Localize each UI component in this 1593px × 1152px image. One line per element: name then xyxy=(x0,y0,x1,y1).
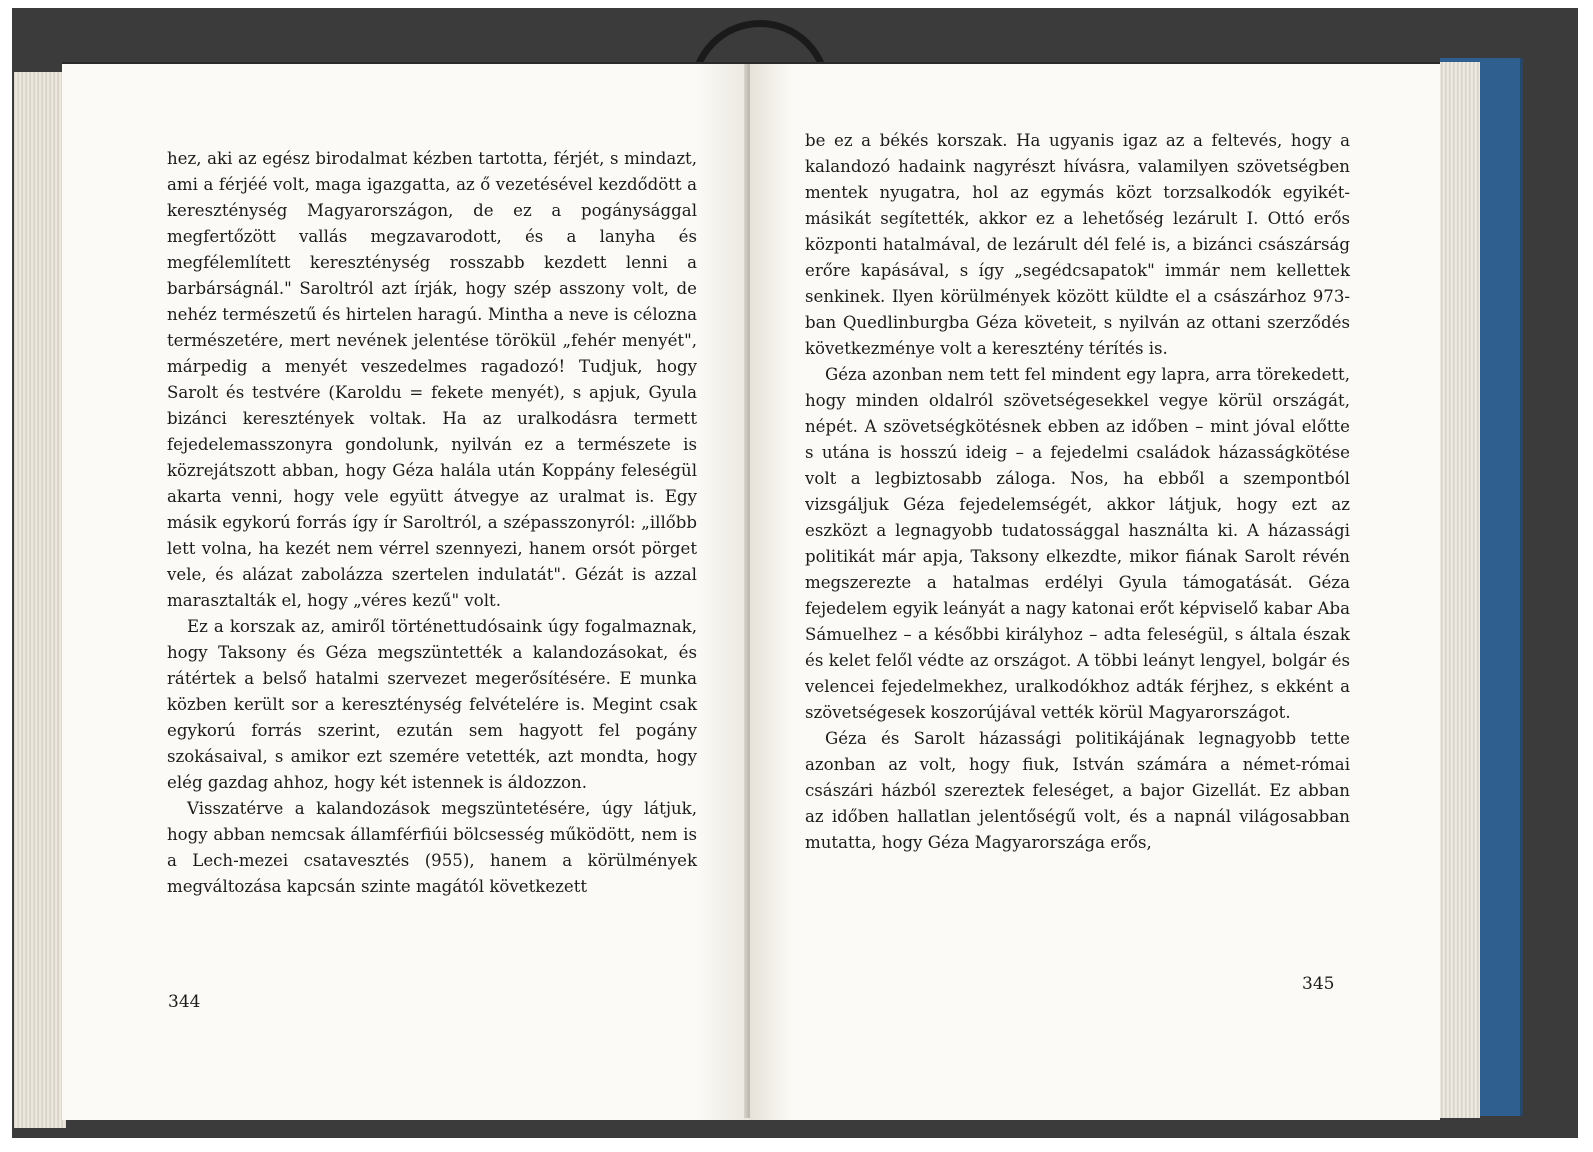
page-number: 344 xyxy=(168,992,201,1012)
right-page-text xyxy=(805,128,1350,856)
paragraph: Ez a korszak az, amiről történettudósaink úgy fogalmaznak, hogy Taksony és Géza megszüntették a kalandozásokat, és rátértek a belső hatalmi szervezet megerősítésére. E munka közben került sor a kereszténység felvételére is. Megint csak egykorú forrás szerint, ezután sem hagyott fel pogány szokásaival, s amikor ezt szemére vetették, azt mondta, hogy elég gazdag ahhoz, hogy két istennek is áldozzon. xyxy=(167,617,697,792)
paragraph: Visszatérve a kalandozások megszüntetésére, úgy látjuk, hogy abban nemcsak államférfiúi bölcsesség működött, nem is a Lech-mezei csatavesztés (955), hanem a körülmények megváltozása kapcsán szinte magától következett xyxy=(167,799,697,896)
left-page xyxy=(62,62,752,1120)
paragraph: Géza azonban nem tett fel mindent egy lapra, arra törekedett, hogy minden oldalról szövetségesekkel vegye körül országát, népét. A szövetségkötésnek ebben az időben – mint jóval előtte s utána is hosszú ideig – a fejedelmi családok házasságkötése volt a legbiztosabb záloga. Nos, ha ebből a szempontból vizsgáljuk Géza fejedelemségét, akkor látjuk, hogy ezt az eszközt a legnagyobb tudatossággal használta ki. A házassági politikát már apja, Taksony elkezdte, mikor fiának Sarolt révén megszerezte a hatalmas erdélyi Gyula támogatását. Géza fejedelem egyik leányát a nagy katonai erőt képviselő kabar Aba Sámuelhez – a későbbi királyhoz – adta feleségül, s általa észak és kelet felől védte az országot. A többi leányt lengyel, bolgár és velencei fejedelmekhez, uralkodókhoz adták férjhez, s ekként a szövetségesek koszorújával vették körül Magyarországot. xyxy=(805,365,1350,722)
left-page-text xyxy=(167,146,697,900)
paragraph: Géza és Sarolt házassági politikájának legnagyobb tette azonban az volt, hogy fiuk, István számára a német-római császári házból szereztek feleséget, a bajor Gizellát. Ez abban az időben hallatlan jelentőségű volt, és a napnál világosabban mutatta, hogy Géza Magyarországa erős, xyxy=(805,729,1350,852)
page-edges-left xyxy=(14,72,66,1128)
paragraph: be ez a békés korszak. Ha ugyanis igaz az a feltevés, hogy a kalandozó hadaink nagyrészt hívásra, valamilyen szövetségben mentek nyugatra, hol az egymás közt torzsalkodók egyikét-másikát segítették, akkor ez a lehetőség lezárult I. Ottó erős központi hatalmával, de lezárult dél felé is, a bizánci császárság erőre kapásával, s így „segédcsapatok" immár nem kellettek senkinek. Ilyen körülmények között küldte el a császárhoz 973-ban Quedlinburgba Géza követeit, s nyilván az ottani szerződés következménye volt a keresztény térítés is. xyxy=(805,131,1350,358)
right-page xyxy=(750,62,1440,1120)
page-number: 345 xyxy=(1302,974,1335,994)
page-edges-right xyxy=(1438,62,1480,1118)
paragraph: hez, aki az egész birodalmat kézben tartotta, férjét, s mindazt, ami a férjéé volt, maga igazgatta, az ő vezetésével kezdődött a kereszténység Magyarországon, de ez a pogánysággal megfertőzött vallás megzavarodott, és a lanyha és megfélemlített kereszténység rosszabb kezdett lenni a barbárságnál." Saroltról azt írják, hogy szép asszony volt, de nehéz természetű és hirtelen haragú. Mintha a neve is célozna természetére, mert nevének jelentése törökül „fehér menyét", márpedig a menyét veszedelmes ragadozó! Tudjuk, hogy Sarolt és testvére (Karoldu = fekete menyét), s apjuk, Gyula bizánci keresztények voltak. Ha az uralkodásra termett fejedelemasszonyra gondolunk, nyilván ez a természete is közrejátszott abban, hogy Géza halála után Koppány feleségül akarta venni, hogy vele együtt átvegye az uralmat is. Egy másik egykorú forrás így ír Saroltról, a szépasszonyról: „illőbb lett volna, ha kezét nem vérrel szennyezi, hanem orsót pörget vele, és alázat zabolázza szertelen indulatát". Gézát is azzal marasztalták el, hogy „véres kezű" volt. xyxy=(167,149,697,610)
